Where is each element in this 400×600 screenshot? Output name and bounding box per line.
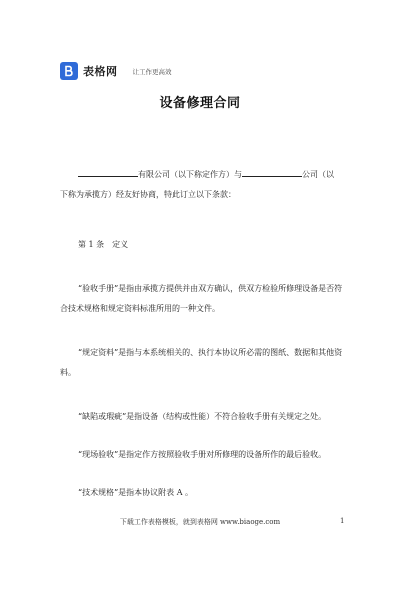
brand-slogan: 让工作更高效 xyxy=(132,67,172,76)
party-a-blank xyxy=(78,167,138,177)
document-title: 设备修理合同 xyxy=(159,96,241,111)
party-b-blank xyxy=(242,167,302,177)
article1-heading: 第 1 条 定义 xyxy=(78,240,129,249)
definition-technical-specs: “技术规格”是指本协议附表 A 。 xyxy=(78,488,194,497)
header xyxy=(60,62,172,80)
intro-paragraph xyxy=(60,165,345,205)
intro-part2: 公司（以 xyxy=(302,170,334,179)
intro-part1: 有限公司（以下称定作方）与 xyxy=(138,170,242,179)
footer-text: 下载工作表格模板，就到表格网 www.biaoge.com xyxy=(119,518,281,526)
page-number: 1 xyxy=(340,517,345,525)
definition-acceptance-manual: “验收手册”是指由承揽方提供并由双方确认，供双方检验所修理设备是否符合技术规格和规定资料标准所用的一种文件。 xyxy=(60,284,343,313)
b-logo-icon xyxy=(60,62,78,80)
definition-site-acceptance: “现场验收”是指定作方按照验收手册对所修理的设备所作的最后验收。 xyxy=(78,450,327,459)
definition-defects: “缺陷或瑕疵”是指设备（结构或性能）不符合验收手册有关规定之处。 xyxy=(78,412,327,421)
brand-name: 表格网 xyxy=(83,65,118,78)
document-body xyxy=(60,165,345,503)
intro-part3: 下称为承揽方）经友好协商，特此订立以下条款： xyxy=(60,190,236,199)
definition-specified-materials: “规定资料”是指与本系统相关的、执行本协议所必需的图纸、数据和其他资料。 xyxy=(60,348,343,377)
